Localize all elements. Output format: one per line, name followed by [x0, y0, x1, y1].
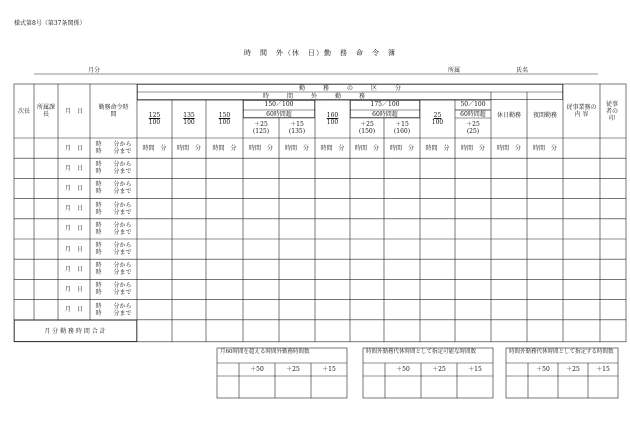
- row-hours-minutes: 時間 分: [142, 144, 167, 152]
- box-substitute-available-title: 時間外勤務代休時間として指定可能な時間数: [366, 349, 477, 355]
- group-150-plus25: [243, 118, 279, 138]
- cell-text: 時 分から: [95, 262, 132, 270]
- rate-160: [315, 100, 350, 138]
- cell-text: (135): [288, 128, 306, 135]
- group-150-sub: 60時間超: [266, 110, 292, 118]
- row-date: 月 日: [64, 265, 83, 273]
- header-order-time: 勤務命令時 間: [98, 104, 141, 118]
- rate-denominator: 100: [431, 119, 444, 126]
- row-hours-minutes: 時間 分: [496, 144, 521, 152]
- row-time-range: [90, 259, 137, 279]
- header-holiday-work: 休日勤務: [496, 111, 521, 119]
- cell-text: 時 分まで: [95, 148, 132, 156]
- cell-text: 時 分から: [95, 302, 132, 310]
- row-hours-minutes: 時間 分: [354, 144, 379, 152]
- cell-text: 時 分まで: [95, 168, 132, 176]
- cell-text: 時 分まで: [95, 249, 132, 257]
- cell-text: 時 分から: [95, 242, 132, 250]
- row-hours-minutes: 時間 分: [460, 144, 485, 152]
- group-175-plus25: [350, 118, 384, 138]
- group-175-label: 175／100: [370, 100, 400, 108]
- rate-denominator: 100: [148, 119, 161, 126]
- rate-numerator: 160: [326, 112, 339, 119]
- rate-numerator: 135: [183, 112, 195, 119]
- header-work-category: 勤 務 の 区 分: [298, 84, 401, 92]
- group-150-label: 150／100: [264, 100, 294, 108]
- month-label: 月分: [88, 67, 101, 74]
- cell-text: 時 分から: [95, 221, 132, 229]
- header-date: 月 日: [64, 107, 83, 115]
- group-50-label: 50／100: [460, 100, 486, 108]
- box-substitute-designated-col-plus25: ＋25: [566, 366, 580, 373]
- row-date: 月 日: [64, 144, 83, 152]
- cell-text: (160): [393, 128, 411, 135]
- rate-150: [206, 100, 243, 138]
- cell-text: ＋25: [466, 121, 480, 128]
- row-hours-minutes: 時間 分: [248, 144, 273, 152]
- row-time-range: [90, 239, 137, 259]
- cell-text: ＋25: [360, 121, 374, 128]
- cell-text: (150): [358, 128, 376, 135]
- cell-text: 時 分まで: [95, 289, 132, 297]
- cell-text: ＋15: [395, 121, 409, 128]
- box-substitute-available-col-plus15: ＋15: [468, 366, 482, 373]
- row-hours-minutes: 時間 分: [176, 144, 201, 152]
- row-date: 月 日: [64, 184, 83, 192]
- dept-label: 所属: [448, 67, 461, 74]
- row-date: 月 日: [64, 225, 83, 233]
- cell-text: 時 分から: [95, 181, 132, 189]
- header-worker-seal: 従事者の印: [605, 100, 618, 122]
- row-time-range: [90, 138, 137, 158]
- group-50-plus25: [455, 118, 491, 138]
- cell-text: 時 分から: [95, 201, 132, 209]
- box-substitute-designated-col-plus15: ＋15: [596, 366, 610, 373]
- rate-25: [420, 100, 455, 138]
- rate-denominator: 100: [218, 119, 231, 126]
- cell-text: 時 分まで: [95, 269, 132, 277]
- row-time-range: [90, 279, 137, 299]
- row-time-range: [90, 199, 137, 219]
- total-label: 月 分 勤 務 時 間 合 計: [44, 327, 106, 335]
- box-substitute-designated-col-plus50: ＋50: [536, 366, 550, 373]
- form-number: 様式第8号（第37条関係）: [14, 20, 86, 27]
- header-night-work: 夜間勤務: [532, 111, 557, 119]
- header-overtime: 時 間 外 勤 務: [262, 92, 365, 100]
- cell-text: 時 分まで: [95, 309, 132, 317]
- box-substitute-designated-title: 時間外勤務代休時間として指定する時間数: [509, 349, 614, 355]
- cell-text: 時 分から: [95, 141, 132, 149]
- rate-numerator: 125: [148, 112, 161, 119]
- row-date: 月 日: [64, 164, 83, 172]
- cell-text: 時 分から: [95, 161, 132, 169]
- cell-text: ＋15: [290, 121, 304, 128]
- group-50-sub: 60時間超: [460, 110, 486, 118]
- cell-text: 時 分から: [95, 282, 132, 290]
- group-175-plus15: [384, 118, 420, 138]
- cell-text: (125): [252, 128, 270, 135]
- page-title: 時 間 外（休 日）勤 務 命 令 簿: [244, 49, 396, 57]
- rate-numerator: 150: [218, 112, 231, 119]
- cell-text: 時 分まで: [95, 228, 132, 236]
- header-shozoku-kacho: 所属課長: [37, 104, 56, 118]
- header-jicho: 次長: [17, 107, 30, 115]
- row-time-range: [90, 178, 137, 198]
- group-175-sub: 60時間超: [372, 110, 398, 118]
- row-date: 月 日: [64, 285, 83, 293]
- box-over-60h-col-plus50: ＋50: [250, 366, 264, 373]
- name-label: 氏名: [516, 67, 529, 74]
- row-hours-minutes: 時間 分: [320, 144, 345, 152]
- cell-text: (25): [466, 128, 480, 135]
- row-date: 月 日: [64, 205, 83, 213]
- box-over-60h-title: 月60時間を超える時間外勤務時間数: [220, 349, 310, 355]
- rate-denominator: 100: [183, 119, 195, 126]
- row-time-range: [90, 219, 137, 239]
- rate-135: [172, 100, 206, 138]
- box-substitute-available-col-plus50: ＋50: [396, 366, 410, 373]
- row-time-range: [90, 300, 137, 320]
- row-date: 月 日: [64, 245, 83, 253]
- box-over-60h-col-plus15: ＋15: [322, 366, 336, 373]
- row-hours-minutes: 時間 分: [212, 144, 237, 152]
- row-hours-minutes: 時間 分: [284, 144, 309, 152]
- header-duty-content: 従事業務の 内 容: [566, 104, 597, 118]
- box-substitute-available-col-plus25: ＋25: [432, 366, 446, 373]
- group-150-plus15: [279, 118, 315, 138]
- cell-text: ＋25: [254, 121, 268, 128]
- row-hours-minutes: 時間 分: [425, 144, 450, 152]
- row-hours-minutes: 時間 分: [532, 144, 557, 152]
- cell-text: 時 分まで: [95, 208, 132, 216]
- row-date: 月 日: [64, 306, 83, 314]
- box-over-60h-col-plus25: ＋25: [286, 366, 300, 373]
- cell-text: 時 分まで: [95, 188, 132, 196]
- rate-125: [137, 100, 172, 138]
- row-hours-minutes: 時間 分: [389, 144, 414, 152]
- rate-denominator: 100: [326, 119, 339, 126]
- row-time-range: [90, 158, 137, 178]
- rate-numerator: 25: [433, 112, 442, 119]
